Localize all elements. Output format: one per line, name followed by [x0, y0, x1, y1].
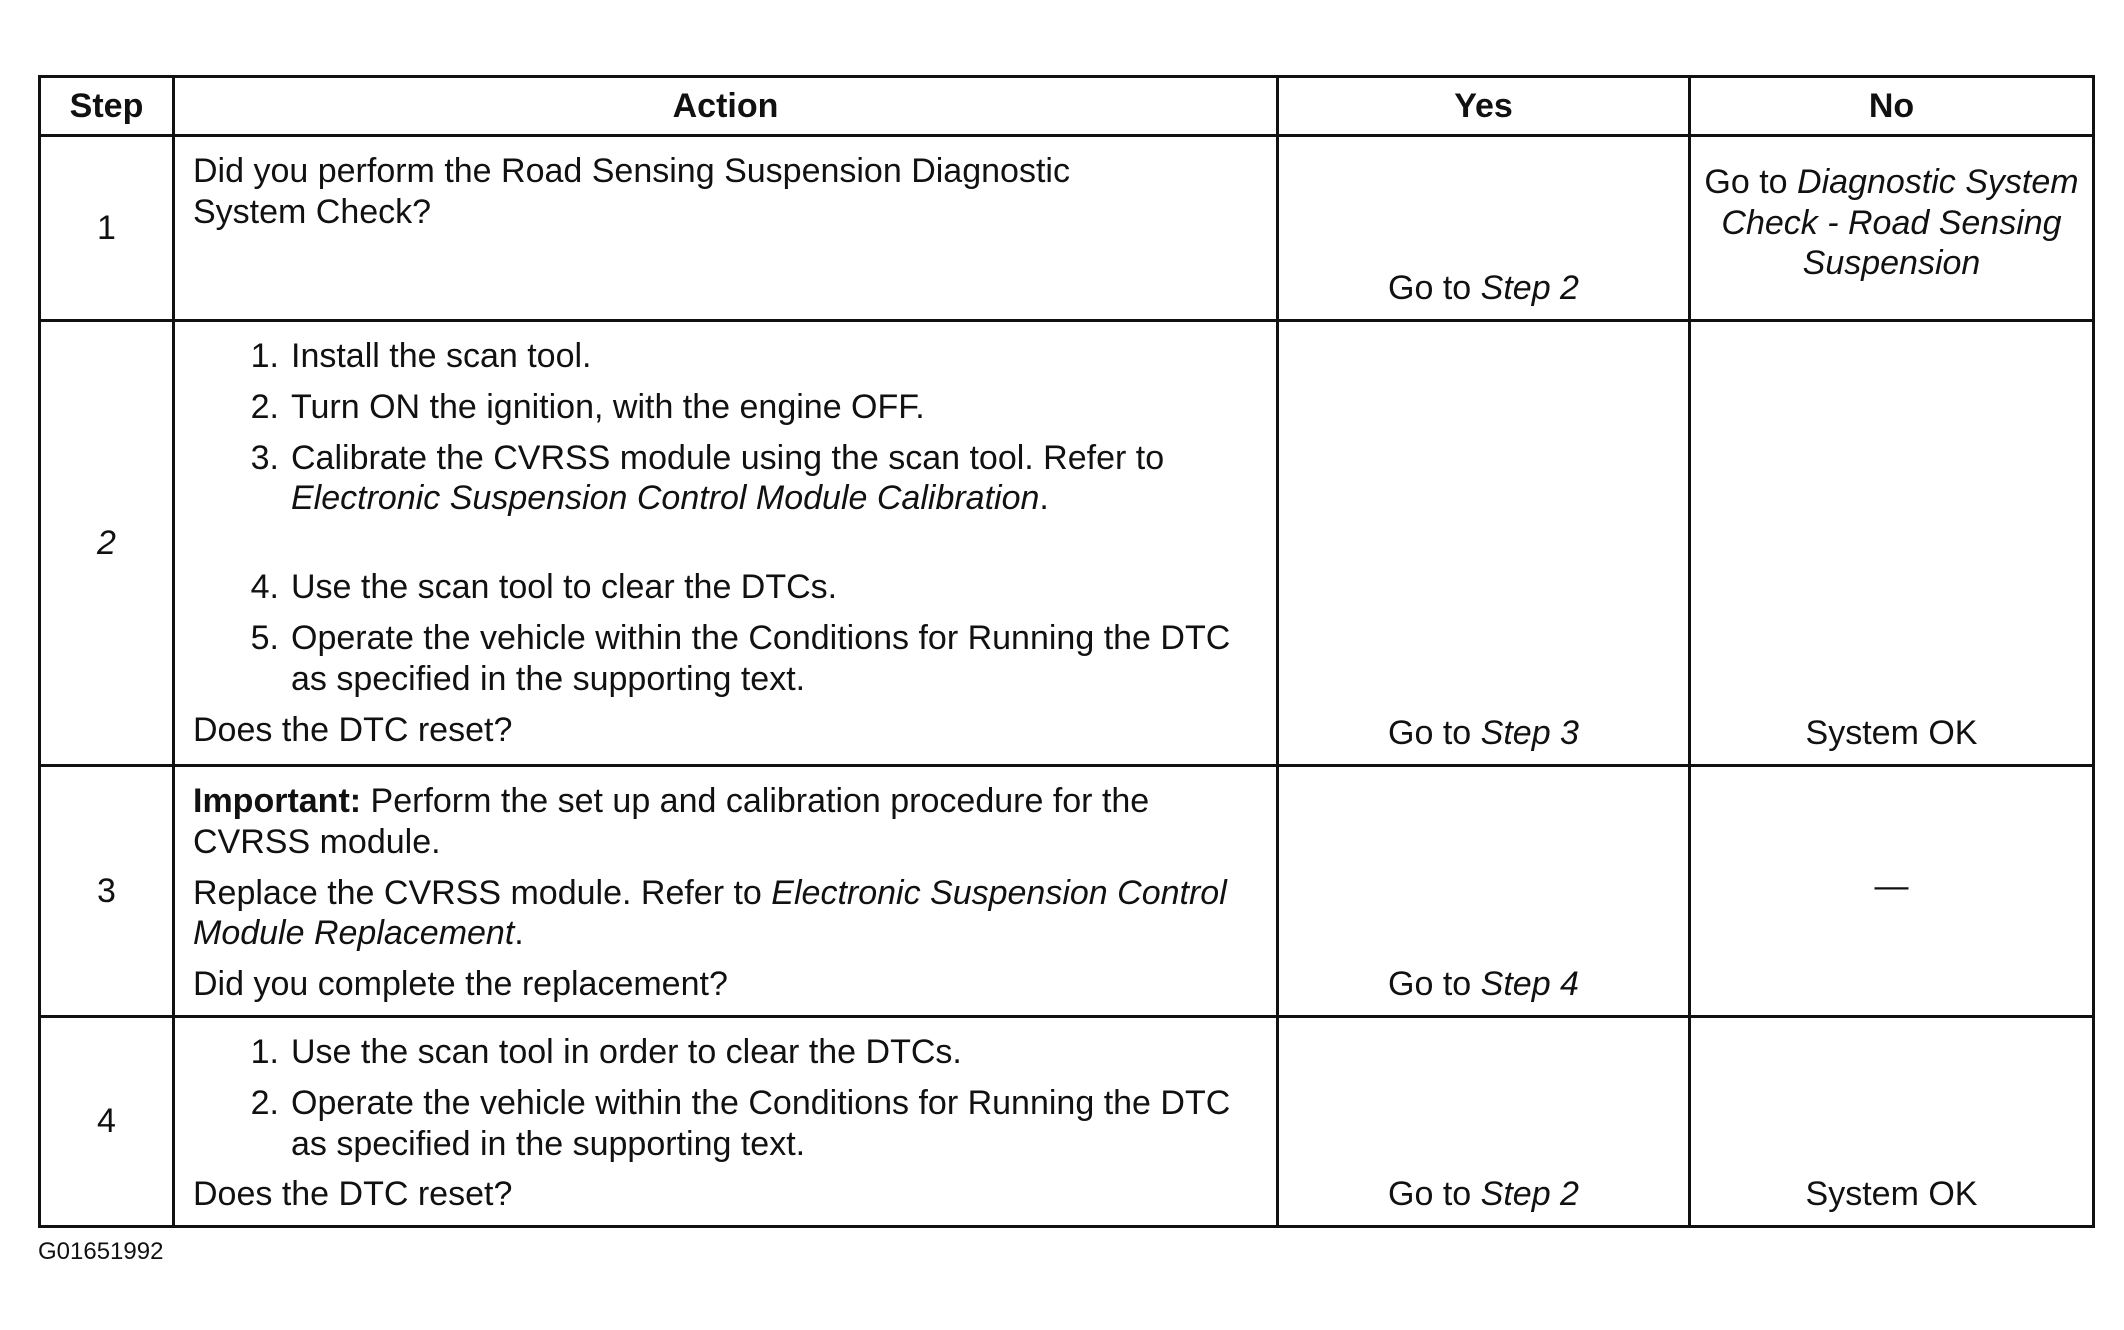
header-step: Step — [40, 77, 174, 136]
action-cell — [174, 136, 1278, 321]
action-list — [193, 1032, 1258, 1164]
replace-text: Replace the CVRSS module. Refer to — [193, 873, 762, 912]
list-item — [193, 1083, 1258, 1165]
list-number: 1. — [250, 1032, 279, 1071]
list-text-end: . — [1039, 479, 1049, 518]
replace-end: . — [514, 914, 524, 953]
list-number: 4. — [250, 568, 279, 607]
replacement-reference-link[interactable]: Electronic Suspension Control Module Replacement — [193, 873, 1227, 953]
important-note — [193, 781, 1258, 863]
list-item — [193, 387, 1258, 428]
important-label: Important: — [193, 782, 362, 820]
step-number: 1 — [40, 136, 174, 321]
yes-prefix: Go to — [1388, 965, 1472, 1004]
list-text: Install the scan tool. — [291, 337, 592, 375]
no-cell — [1690, 321, 2094, 766]
important-text: Perform the set up and calibration procedure for the CVRSS module. — [193, 782, 1150, 861]
list-text: Use the scan tool to clear the DTCs. — [291, 568, 838, 607]
question-text: Does the DTC reset? — [193, 710, 513, 749]
question-text: Did you perform the Road Sensing Suspension Diagnostic System Check? — [193, 152, 1070, 231]
yes-cell — [1278, 1016, 1690, 1226]
list-text: Turn ON the ignition, with the engine OFF. — [291, 387, 925, 426]
diagnostic-table — [38, 75, 2095, 1228]
question-text: Did you complete the replacement? — [193, 965, 728, 1004]
no-cell — [1690, 766, 2094, 1017]
no-cell — [1690, 1016, 2094, 1226]
yes-step-link[interactable]: Step 2 — [1480, 1175, 1579, 1214]
action-cell — [174, 766, 1278, 1017]
list-item — [193, 336, 1258, 377]
list-text: Operate the vehicle within the Conditions for Running the DTC as specified in the supporting text. — [291, 1083, 1231, 1163]
list-item — [193, 1032, 1258, 1073]
step-number: 4 — [40, 1016, 174, 1226]
action-cell — [174, 321, 1278, 766]
replace-instruction — [193, 873, 1258, 955]
header-no: No — [1690, 77, 2094, 136]
list-number: 2. — [250, 387, 279, 426]
question-text: Does the DTC reset? — [193, 1175, 513, 1214]
step-number: 3 — [40, 766, 174, 1017]
yes-step-link[interactable]: Step 2 — [1480, 269, 1579, 308]
yes-prefix: Go to — [1388, 1175, 1472, 1214]
list-text: Calibrate the CVRSS module using the scan tool. Refer to — [291, 438, 1165, 477]
yes-cell — [1278, 321, 1690, 766]
table-row-step-1 — [40, 136, 2094, 321]
no-prefix: Go to — [1704, 162, 1788, 201]
list-text: Use the scan tool in order to clear the DTCs. — [291, 1032, 962, 1071]
list-text-container — [291, 438, 1258, 520]
no-result: System OK — [1805, 1175, 1978, 1214]
list-number: 2. — [250, 1083, 279, 1122]
yes-step-link[interactable]: Step 4 — [1480, 965, 1579, 1004]
list-number: 1. — [250, 337, 279, 375]
yes-cell — [1278, 136, 1690, 321]
yes-step-link[interactable]: Step 3 — [1480, 714, 1579, 753]
yes-prefix: Go to — [1388, 714, 1472, 753]
action-cell — [174, 1016, 1278, 1226]
figure-id: G01651992 — [38, 1238, 164, 1265]
list-item — [193, 567, 1258, 608]
table-row-step-3 — [40, 766, 2094, 1017]
no-reference-link[interactable]: Diagnostic System Check - Road Sensing Suspension — [1721, 162, 2079, 283]
calibration-reference-link[interactable]: Electronic Suspension Control Module Calibration — [291, 479, 1040, 518]
list-item — [193, 618, 1258, 700]
action-list — [193, 336, 1258, 700]
table-row-step-4 — [40, 1016, 2094, 1226]
step-number: 2 — [40, 321, 174, 766]
header-action: Action — [174, 77, 1278, 136]
yes-prefix: Go to — [1388, 269, 1472, 308]
yes-cell — [1278, 766, 1690, 1017]
no-cell — [1690, 136, 2094, 321]
table-row-step-2 — [40, 321, 2094, 766]
header-row — [40, 77, 2094, 136]
list-number: 3. — [250, 438, 279, 477]
list-text: Operate the vehicle within the Conditions for Running the DTC as specified in the supporting text. — [291, 618, 1231, 698]
header-yes: Yes — [1278, 77, 1690, 136]
list-item — [193, 438, 1258, 520]
list-number: 5. — [250, 618, 279, 657]
no-result: — — [1874, 866, 1909, 905]
no-result: System OK — [1805, 714, 1978, 753]
